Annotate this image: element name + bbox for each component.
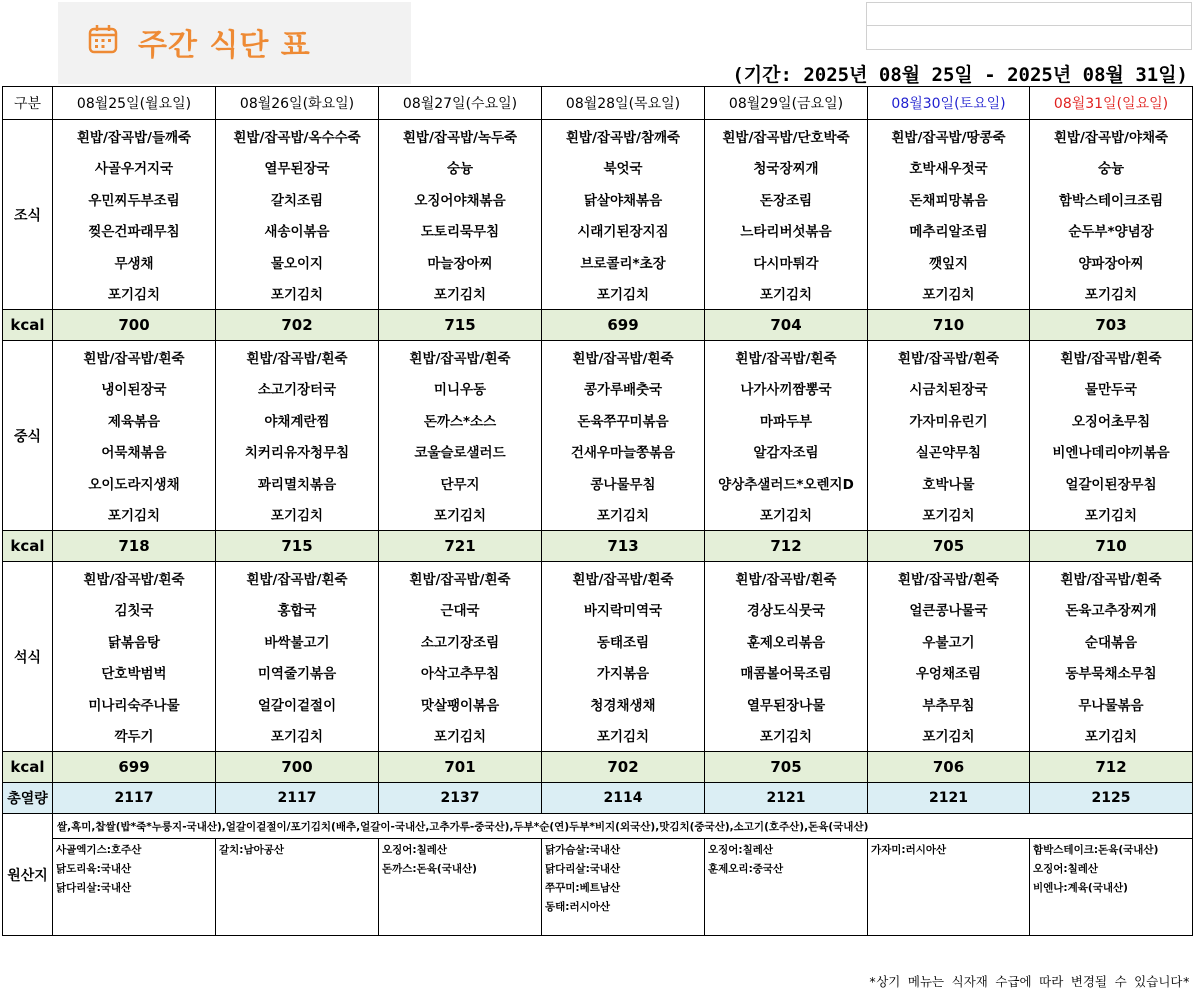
menu-item: 깍두기 [53, 720, 216, 752]
kcal-value: 718 [53, 531, 216, 562]
kcal-label: kcal [3, 310, 53, 341]
menu-row [3, 152, 1193, 184]
menu-item: 돈채피망볶음 [868, 183, 1030, 215]
menu-item: 미역줄기볶음 [216, 657, 379, 689]
origin-common: 쌀,흑미,찹쌀(밥*죽*누룽지-국내산),얼갈이겉절이/포기김치(배추,얼갈이-국내산,고추가루-중국산),두부*순(연)두부*비지(외국산),맛김치(중국산),소고기(호주산),돈육(국내산) [53, 814, 1193, 839]
menu-item: 경상도식뭇국 [705, 594, 868, 626]
kcal-row [3, 310, 1193, 341]
origin-entry: 갈치:남아공산 [219, 844, 285, 856]
menu-item: 가지볶음 [542, 657, 705, 689]
menu-row [3, 341, 1193, 373]
kcal-value: 710 [1030, 531, 1193, 562]
day-header: 08월30일(토요일) [868, 87, 1030, 120]
menu-row [3, 720, 1193, 752]
menu-item: 물만두국 [1030, 373, 1193, 405]
menu-item: 우민찌두부조림 [53, 183, 216, 215]
menu-item: 순두부*양념장 [1030, 215, 1193, 247]
menu-row [3, 657, 1193, 689]
menu-item: 가자미유린기 [868, 404, 1030, 436]
menu-item: 흰밥/잡곡밥/흰죽 [53, 562, 216, 594]
menu-item: 함박스테이크조림 [1030, 183, 1193, 215]
menu-item: 얼큰콩나물국 [868, 594, 1030, 626]
menu-item: 호박나물 [868, 467, 1030, 499]
menu-item: 코울슬로샐러드 [379, 436, 542, 468]
total-value: 2117 [53, 783, 216, 814]
menu-item: 알감자조림 [705, 436, 868, 468]
menu-item: 포기김치 [868, 499, 1030, 531]
menu-item: 열무된장나물 [705, 688, 868, 720]
menu-item: 맛살팽이볶음 [379, 688, 542, 720]
menu-row [3, 278, 1193, 310]
origin-day-cell [379, 839, 542, 936]
origin-entry: 닭다리살:국내산 [545, 863, 621, 875]
menu-item: 브로콜리*초장 [542, 246, 705, 278]
menu-item: 얼갈이된장무침 [1030, 467, 1193, 499]
menu-item: 미니우동 [379, 373, 542, 405]
menu-item: 야채계란찜 [216, 404, 379, 436]
menu-item: 포기김치 [216, 720, 379, 752]
header-row [3, 87, 1193, 120]
day-header: 08월26일(화요일) [216, 87, 379, 120]
origin-entry: 돈까스:돈육(국내산) [382, 863, 477, 875]
page-title: 주간 식단 표 [138, 28, 311, 63]
calendar-icon [88, 24, 118, 54]
menu-item: 근대국 [379, 594, 542, 626]
menu-item: 양파장아찌 [1030, 246, 1193, 278]
menu-item: 새송이볶음 [216, 215, 379, 247]
menu-row [3, 499, 1193, 531]
menu-item: 도토리묵무침 [379, 215, 542, 247]
origin-entry: 훈제오리:중국산 [708, 863, 784, 875]
origin-entry: 닭도리육:국내산 [56, 863, 132, 875]
menu-item: 훈제오리볶음 [705, 625, 868, 657]
meal-label: 중식 [3, 341, 53, 531]
menu-item: 흰밥/잡곡밥/참깨죽 [542, 120, 705, 152]
menu-item: 소고기장터국 [216, 373, 379, 405]
kcal-value: 705 [868, 531, 1030, 562]
menu-item: 열무된장국 [216, 152, 379, 184]
day-header: 08월29일(금요일) [705, 87, 868, 120]
meal-label: 석식 [3, 562, 53, 752]
origin-common-row [3, 814, 1193, 839]
menu-item: 오이도라지생채 [53, 467, 216, 499]
menu-item: 단무지 [379, 467, 542, 499]
origin-day-cell [542, 839, 705, 936]
kcal-value: 701 [379, 752, 542, 783]
origin-entry: 닭가슴살:국내산 [545, 844, 621, 856]
meal-label: 조식 [3, 120, 53, 310]
menu-item: 흰밥/잡곡밥/흰죽 [705, 562, 868, 594]
menu-item: 흰밥/잡곡밥/옥수수죽 [216, 120, 379, 152]
origin-day-cell [53, 839, 216, 936]
kcal-value: 699 [542, 310, 705, 341]
menu-item: 포기김치 [542, 278, 705, 310]
menu-item: 흰밥/잡곡밥/흰죽 [216, 341, 379, 373]
menu-item: 흰밥/잡곡밥/흰죽 [542, 562, 705, 594]
menu-item: 돈까스*소스 [379, 404, 542, 436]
origin-label: 원산지 [3, 814, 53, 936]
menu-item: 포기김치 [868, 278, 1030, 310]
menu-row [3, 467, 1193, 499]
menu-item: 돈장조림 [705, 183, 868, 215]
menu-row [3, 404, 1193, 436]
menu-item: 오징어초무침 [1030, 404, 1193, 436]
origin-entry: 가자미:러시아산 [871, 844, 947, 856]
menu-item: 깻잎지 [868, 246, 1030, 278]
menu-item: 단호박범벅 [53, 657, 216, 689]
menu-item: 흰밥/잡곡밥/흰죽 [868, 341, 1030, 373]
menu-item: 비엔나데리야끼볶음 [1030, 436, 1193, 468]
menu-item: 바지락미역국 [542, 594, 705, 626]
menu-item: 실곤약무침 [868, 436, 1030, 468]
total-value: 2121 [705, 783, 868, 814]
menu-item: 포기김치 [216, 278, 379, 310]
menu-item: 포기김치 [542, 499, 705, 531]
menu-item: 포기김치 [868, 720, 1030, 752]
menu-item: 냉이된장국 [53, 373, 216, 405]
menu-item: 포기김치 [1030, 499, 1193, 531]
menu-item: 포기김치 [216, 499, 379, 531]
menu-item: 시래기된장지짐 [542, 215, 705, 247]
menu-row [3, 594, 1193, 626]
footnote: *상기 메뉴는 식자재 수급에 따라 변경될 수 있습니다* [868, 974, 1190, 989]
menu-item: 흰밥/잡곡밥/들깨죽 [53, 120, 216, 152]
kcal-row [3, 531, 1193, 562]
menu-item: 다시마튀각 [705, 246, 868, 278]
origin-entry: 동태:러시아산 [545, 901, 611, 913]
kcal-value: 713 [542, 531, 705, 562]
kcal-value: 721 [379, 531, 542, 562]
menu-item: 순대볶음 [1030, 625, 1193, 657]
menu-row [3, 625, 1193, 657]
menu-item: 숭늉 [379, 152, 542, 184]
menu-item: 호박새우젓국 [868, 152, 1030, 184]
menu-item: 우불고기 [868, 625, 1030, 657]
menu-item: 포기김치 [1030, 720, 1193, 752]
origin-day-cell [868, 839, 1030, 936]
kcal-label: kcal [3, 531, 53, 562]
menu-item: 흰밥/잡곡밥/땅콩죽 [868, 120, 1030, 152]
kcal-value: 702 [216, 310, 379, 341]
menu-item: 치커리유자청무침 [216, 436, 379, 468]
origin-entry: 비엔나:계육(국내산) [1033, 882, 1128, 894]
menu-item: 시금치된장국 [868, 373, 1030, 405]
menu-item: 닭살야채볶음 [542, 183, 705, 215]
menu-item: 포기김치 [379, 720, 542, 752]
menu-item: 청경채생채 [542, 688, 705, 720]
origin-entry: 오징어:칠레산 [1033, 863, 1099, 875]
origin-day-cell [1030, 839, 1193, 936]
origin-day-cell [216, 839, 379, 936]
menu-item: 포기김치 [53, 499, 216, 531]
menu-item: 포기김치 [705, 720, 868, 752]
menu-item: 돈육쭈꾸미볶음 [542, 404, 705, 436]
kcal-value: 705 [705, 752, 868, 783]
kcal-value: 699 [53, 752, 216, 783]
kcal-value: 700 [216, 752, 379, 783]
menu-item: 흰밥/잡곡밥/흰죽 [1030, 562, 1193, 594]
origin-days-row [3, 839, 1193, 936]
menu-item: 흰밥/잡곡밥/단호박죽 [705, 120, 868, 152]
menu-item: 콩가루배춧국 [542, 373, 705, 405]
total-value: 2117 [216, 783, 379, 814]
kcal-value: 704 [705, 310, 868, 341]
origin-entry: 함박스테이크:돈육(국내산) [1033, 844, 1159, 856]
menu-row [3, 215, 1193, 247]
kcal-value: 715 [216, 531, 379, 562]
kcal-value: 703 [1030, 310, 1193, 341]
menu-item: 포기김치 [1030, 278, 1193, 310]
menu-item: 마파두부 [705, 404, 868, 436]
menu-item: 흰밥/잡곡밥/야채죽 [1030, 120, 1193, 152]
menu-row [3, 120, 1193, 152]
menu-item: 포기김치 [542, 720, 705, 752]
kcal-value: 702 [542, 752, 705, 783]
menu-row [3, 436, 1193, 468]
menu-item: 무나물볶음 [1030, 688, 1193, 720]
menu-row [3, 183, 1193, 215]
menu-item: 숭늉 [1030, 152, 1193, 184]
menu-row [3, 562, 1193, 594]
menu-item: 우엉채조림 [868, 657, 1030, 689]
kcal-row [3, 752, 1193, 783]
kcal-value: 712 [1030, 752, 1193, 783]
menu-item: 메추리알조림 [868, 215, 1030, 247]
kcal-value: 712 [705, 531, 868, 562]
menu-item: 미나리숙주나물 [53, 688, 216, 720]
total-value: 2125 [1030, 783, 1193, 814]
menu-item: 흰밥/잡곡밥/녹두죽 [379, 120, 542, 152]
menu-item: 포기김치 [379, 499, 542, 531]
kcal-value: 700 [53, 310, 216, 341]
approval-box [866, 2, 1192, 50]
menu-row [3, 373, 1193, 405]
menu-item: 흰밥/잡곡밥/흰죽 [379, 562, 542, 594]
menu-item: 돈육고추장찌개 [1030, 594, 1193, 626]
menu-item: 얼갈이겉절이 [216, 688, 379, 720]
menu-item: 포기김치 [705, 278, 868, 310]
origin-entry: 오징어:칠레산 [708, 844, 774, 856]
menu-item: 동부묵채소무침 [1030, 657, 1193, 689]
day-header: 08월27일(수요일) [379, 87, 542, 120]
day-header: 08월31일(일요일) [1030, 87, 1193, 120]
menu-item: 매콤볼어묵조림 [705, 657, 868, 689]
origin-entry: 닭다리살:국내산 [56, 882, 132, 894]
total-value: 2121 [868, 783, 1030, 814]
menu-item: 흰밥/잡곡밥/흰죽 [868, 562, 1030, 594]
menu-item: 흰밥/잡곡밥/흰죽 [705, 341, 868, 373]
day-header: 08월28일(목요일) [542, 87, 705, 120]
menu-item: 동태조림 [542, 625, 705, 657]
menu-item: 흰밥/잡곡밥/흰죽 [379, 341, 542, 373]
menu-item: 소고기장조림 [379, 625, 542, 657]
total-value: 2114 [542, 783, 705, 814]
kcal-value: 710 [868, 310, 1030, 341]
kcal-value: 706 [868, 752, 1030, 783]
header-label: 구분 [3, 87, 53, 120]
menu-item: 부추무침 [868, 688, 1030, 720]
menu-item: 북엇국 [542, 152, 705, 184]
kcal-label: kcal [3, 752, 53, 783]
origin-entry: 쭈꾸미:베트남산 [545, 882, 621, 894]
total-label: 총열량 [3, 783, 53, 814]
menu-item: 바싹불고기 [216, 625, 379, 657]
menu-item: 꽈리멸치볶음 [216, 467, 379, 499]
menu-item: 물오이지 [216, 246, 379, 278]
menu-item: 포기김치 [705, 499, 868, 531]
menu-item: 건새우마늘쫑볶음 [542, 436, 705, 468]
origin-entry: 사골엑기스:호주산 [56, 844, 142, 856]
weekly-menu-table [2, 86, 1193, 936]
menu-item: 홍합국 [216, 594, 379, 626]
menu-item: 찢은건파래무침 [53, 215, 216, 247]
menu-item: 양상추샐러드*오렌지D [705, 467, 868, 499]
menu-item: 나가사끼짬뽕국 [705, 373, 868, 405]
title-banner [58, 2, 411, 84]
menu-item: 느타리버섯볶음 [705, 215, 868, 247]
menu-item: 콩나물무침 [542, 467, 705, 499]
menu-item: 포기김치 [379, 278, 542, 310]
menu-item: 흰밥/잡곡밥/흰죽 [1030, 341, 1193, 373]
menu-item: 무생채 [53, 246, 216, 278]
menu-item: 김칫국 [53, 594, 216, 626]
kcal-value: 715 [379, 310, 542, 341]
menu-item: 사골우거지국 [53, 152, 216, 184]
total-row [3, 783, 1193, 814]
menu-item: 마늘장아찌 [379, 246, 542, 278]
total-value: 2137 [379, 783, 542, 814]
menu-item: 흰밥/잡곡밥/흰죽 [216, 562, 379, 594]
day-header: 08월25일(월요일) [53, 87, 216, 120]
menu-row [3, 688, 1193, 720]
menu-item: 오징어야채볶음 [379, 183, 542, 215]
menu-item: 청국장찌개 [705, 152, 868, 184]
menu-item: 닭볶음탕 [53, 625, 216, 657]
menu-row [3, 246, 1193, 278]
menu-item: 흰밥/잡곡밥/흰죽 [53, 341, 216, 373]
origin-day-cell [705, 839, 868, 936]
menu-item: 포기김치 [53, 278, 216, 310]
menu-item: 어묵채볶음 [53, 436, 216, 468]
menu-item: 갈치조림 [216, 183, 379, 215]
origin-entry: 오징어:칠레산 [382, 844, 448, 856]
period-text: (기간: 2025년 08월 25일 - 2025년 08월 31일) [732, 64, 1188, 86]
menu-item: 흰밥/잡곡밥/흰죽 [542, 341, 705, 373]
menu-item: 아삭고추무침 [379, 657, 542, 689]
menu-item: 제육볶음 [53, 404, 216, 436]
